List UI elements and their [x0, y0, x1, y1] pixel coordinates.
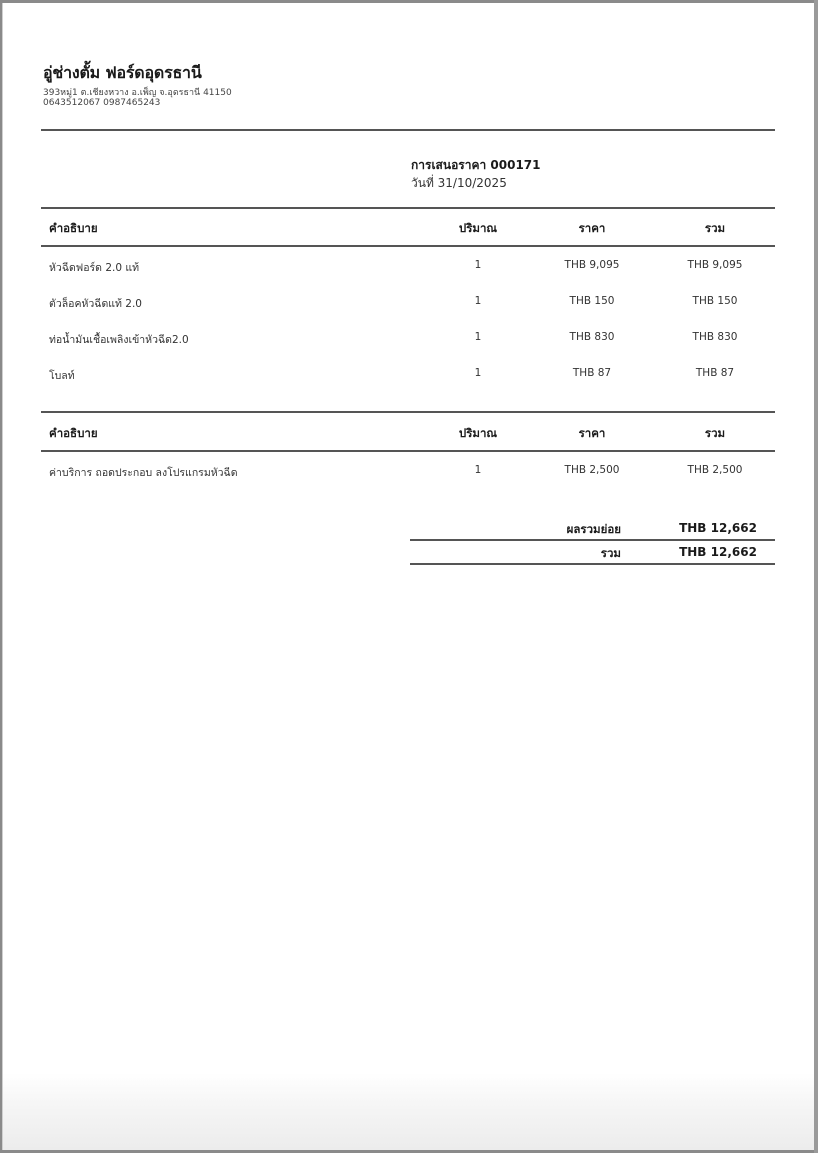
row-quantity: 1: [474, 367, 482, 379]
column-header-quantity: ปริมาณ: [458, 426, 498, 440]
table-header-rule: [41, 245, 775, 247]
row-quantity: 1: [474, 295, 482, 307]
company-phones: 0643512067 0987465243: [43, 98, 161, 108]
row-price: THB 87: [572, 367, 612, 379]
column-header-description: คำอธิบาย: [49, 221, 98, 235]
row-price: THB 2,500: [564, 464, 620, 476]
row-price: THB 150: [569, 295, 615, 307]
subtotal-rule: [410, 539, 775, 541]
column-header-description: คำอธิบาย: [49, 426, 98, 440]
column-header-quantity: ปริมาณ: [458, 221, 498, 235]
table-top-rule: [41, 411, 775, 413]
quotation-date: วันที่ 31/10/2025: [411, 176, 507, 190]
column-header-total: รวม: [704, 221, 726, 235]
quotation-number: การเสนอราคา 000171: [411, 158, 541, 172]
page-edge-shadow: [814, 0, 818, 1153]
row-price: THB 830: [569, 331, 615, 343]
column-header-price: ราคา: [578, 221, 606, 235]
company-address: 393หมู่1 ต.เชียงหวาง อ.เพ็ญ จ.อุดรธานี 41150: [43, 88, 232, 98]
row-total: THB 830: [692, 331, 738, 343]
column-header-total: รวม: [704, 426, 726, 440]
total-rule: [410, 563, 775, 565]
subtotal-label: ผลรวมย่อย: [566, 522, 621, 536]
row-quantity: 1: [474, 259, 482, 271]
table-header-rule: [41, 450, 775, 452]
company-name: อู่ช่างตั้ม ฟอร์ดอุดรธานี: [43, 63, 202, 82]
row-total: THB 87: [695, 367, 735, 379]
row-quantity: 1: [474, 331, 482, 343]
subtotal-value: THB 12,662: [679, 521, 757, 535]
row-description: ค่าบริการ ถอดประกอบ ลงโปรแกรมหัวฉีด: [49, 467, 238, 479]
row-description: โบลท์: [49, 370, 75, 382]
row-quantity: 1: [474, 464, 482, 476]
row-description: หัวฉีดฟอร์ด 2.0 แท้: [49, 262, 140, 274]
row-description: ตัวล็อคหัวฉีดแท้ 2.0: [49, 298, 142, 310]
total-value: THB 12,662: [679, 545, 757, 559]
row-description: ท่อน้ำมันเชื้อเพลิงเข้าหัวฉีด2.0: [49, 334, 189, 346]
table-top-rule: [41, 207, 775, 209]
row-price: THB 9,095: [564, 259, 620, 271]
row-total: THB 9,095: [687, 259, 743, 271]
column-header-price: ราคา: [578, 426, 606, 440]
header-divider: [41, 129, 775, 131]
row-total: THB 2,500: [687, 464, 743, 476]
total-label: รวม: [600, 546, 621, 560]
row-total: THB 150: [692, 295, 738, 307]
quotation-page: [2, 3, 815, 1150]
